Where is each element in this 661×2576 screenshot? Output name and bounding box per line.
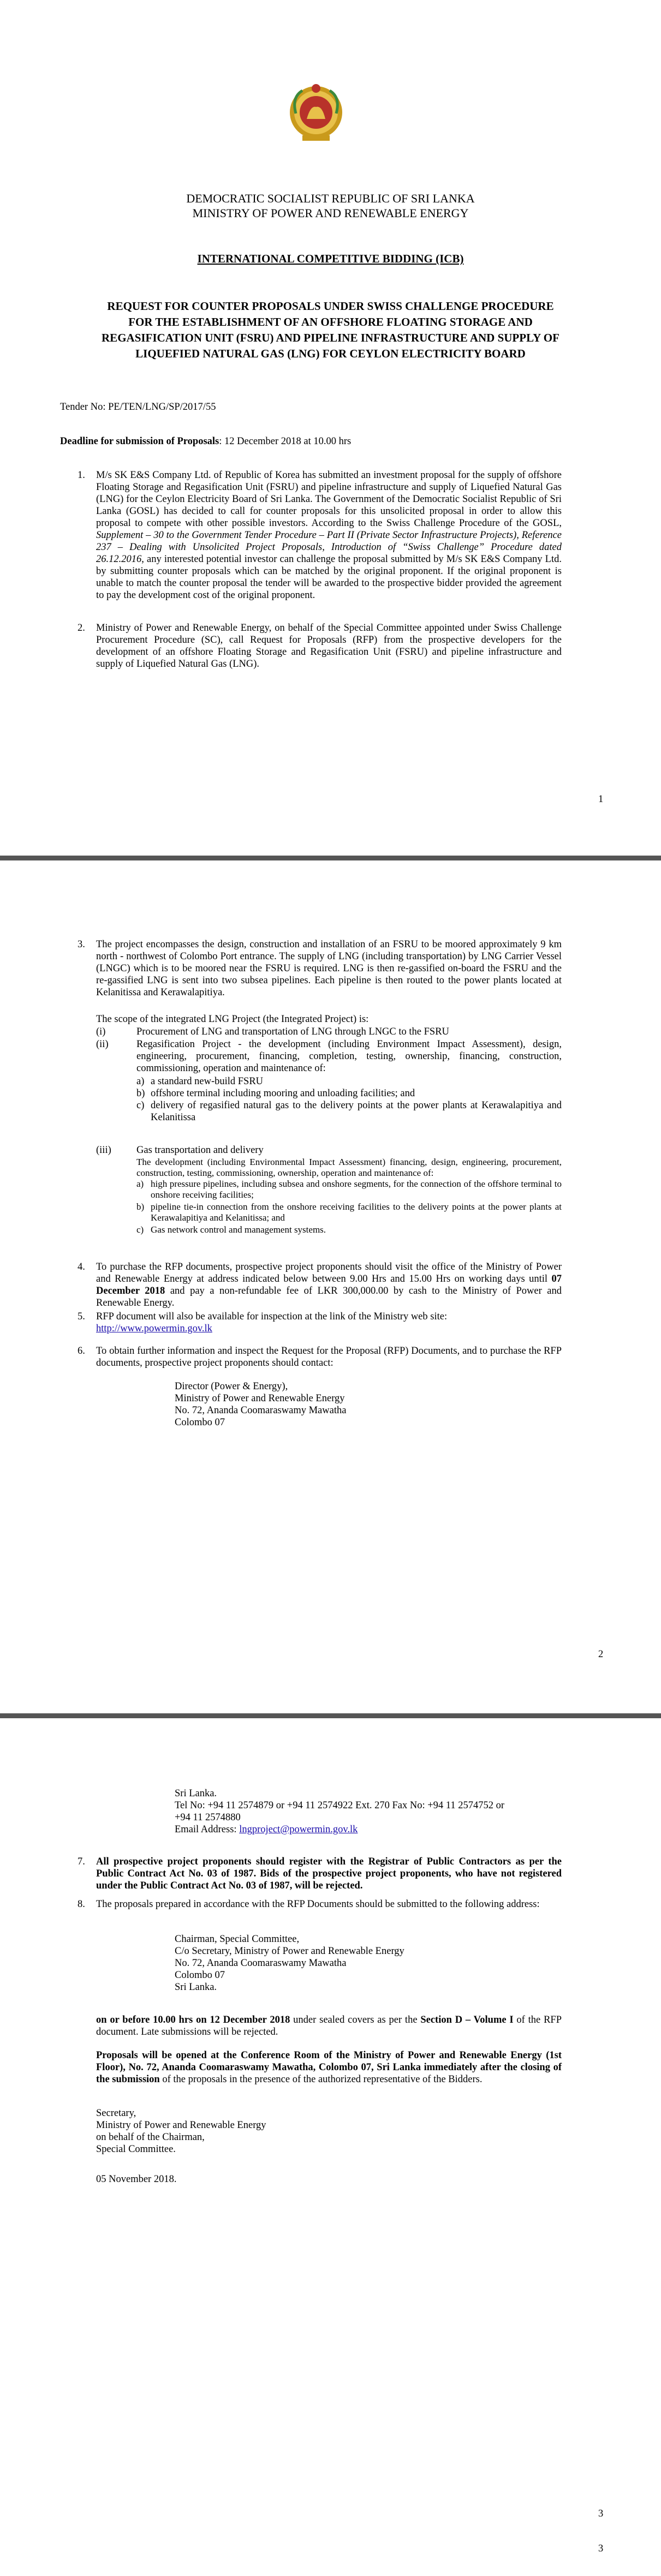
opening-notice-bold: Proposals will be opened at the Conference Room of the Ministry of Power and Renewable Energy (1st Floor), No. 72, Ananda Coomaraswamy Mawatha, Colombo 07, Sri Lanka immediately after the closing of the submission — [96, 2050, 562, 2085]
paragraph-3: The project encompasses the design, construction and installation of an FSRU to be moored approximately 9 km north - northwest of Colombo Port entrance. The supply of LNG (including transportation) by LNG Carrier Vessel (LNGC) which is to be moored near the FSRU is required. LNG is then re-gassified on-board the FSRU and the re-gassified LNG is sent into two subsea pipelines. Each pipeline is then routed to the power plants located at Kelanitissa and Kerawalapitiya. — [96, 939, 562, 998]
paragraph-4 — [96, 1261, 562, 1309]
submission-section-ref: Section D – Volume I — [420, 2015, 514, 2025]
header-line-2: MINISTRY OF POWER AND RENEWABLE ENERGY — [192, 206, 469, 220]
scope-item-2b: offshore terminal including mooring and unloading facilities; and — [151, 1088, 415, 1099]
deadline-label: Deadline for submission of Proposals — [60, 436, 219, 447]
scope-item-3a: high pressure pipelines, including subsea and onshore segments, for the connection of the offshore terminal to onshore receiving facilities; — [151, 1179, 562, 1200]
deadline — [60, 435, 351, 447]
page-3 — [0, 1718, 661, 2576]
sri-lanka-emblem-icon — [286, 81, 346, 146]
scope-item-1: Procurement of LNG and transportation of LNG through LNGC to the FSRU — [136, 1026, 449, 1037]
paragraph-1-text-end: , any interested potential investor can challenge the proposal submitted by M/s SK E&S Company Ltd. by submitting counter proposals which can be matched by the original proponent. If the original proponent is unable to match the counter proposal the tender will be awarded to the prospective bidder provided the agreement to pay the development cost of the original proponent. — [96, 554, 562, 601]
address-line: Director (Power & Energy), — [175, 1381, 288, 1392]
sub-label: c) — [136, 1100, 145, 1111]
sub-label: a) — [136, 1179, 144, 1189]
scope-item-3-title: Gas transportation and delivery — [136, 1145, 264, 1156]
submission-address-line: Colombo 07 — [175, 1970, 225, 1981]
opening-notice — [96, 2049, 562, 2085]
address-line: Sri Lanka. — [175, 1788, 217, 1799]
scope-item-2a: a standard new-build FSRU — [151, 1076, 264, 1087]
item-number: 2. — [78, 623, 85, 633]
item-number: 3. — [78, 939, 85, 950]
page-separator — [0, 1713, 661, 1718]
scope-intro: The scope of the integrated LNG Project (the Integrated Project) is: — [96, 1014, 369, 1025]
page-separator — [0, 856, 661, 860]
paragraph-1 — [96, 469, 562, 601]
page-number: 1 — [598, 794, 604, 805]
page-number: 2 — [598, 1649, 604, 1660]
title-line-4: LIQUEFIED NATURAL GAS (LNG) FOR CEYLON ELECTRICITY BOARD — [135, 347, 526, 360]
deadline-value: : 12 December 2018 at 10.00 hrs — [219, 436, 352, 447]
paragraph-2: Ministry of Power and Renewable Energy, on behalf of the Special Committee appointed under Swiss Challenge Procurement Procedure (SC), call Request for Proposals (RFP) from the prospective developers for the development of an offshore Floating Storage and Regasification Unit (FSRU) and pipeline infrastructure and supply of Liquefied Natural Gas (LNG). — [96, 623, 562, 670]
item-number: 6. — [78, 1346, 85, 1356]
item-number: 5. — [78, 1311, 85, 1322]
scope-num: (i) — [96, 1026, 106, 1037]
scope-item-3c: Gas network control and management systems. — [151, 1224, 326, 1235]
submission-address-line: Chairman, Special Committee, — [175, 1934, 300, 1945]
icb-heading: INTERNATIONAL COMPETITIVE BIDDING (ICB) — [197, 252, 464, 265]
sub-label: a) — [136, 1076, 145, 1087]
address-line: No. 72, Ananda Coomaraswamy Mawatha — [175, 1405, 347, 1416]
paragraph-5-text: RFP document will also be available for inspection at the link of the Ministry web site: — [96, 1311, 448, 1322]
header-line-1: DEMOCRATIC SOCIALIST REPUBLIC OF SRI LANKA — [186, 192, 475, 205]
telephone-line-2: +94 11 2574880 — [175, 1812, 241, 1823]
ministry-website-link[interactable]: http://www.powermin.gov.lk — [96, 1323, 212, 1334]
page-number: 3 — [598, 2543, 604, 2554]
scope-num: (ii) — [96, 1039, 109, 1050]
paragraph-7: All prospective project proponents should register with the Registrar of Public Contractors as per the Public Contract Act No. 03 of 1987. Bids of the prospective project proponents, who have not registered under the Public Contract Act No. 03 of 1987, will be rejected. — [96, 1856, 562, 1891]
item-number: 1. — [78, 470, 85, 481]
sub-label: b) — [136, 1088, 145, 1099]
paragraph-6: To obtain further information and inspect the Request for the Proposal (RFP) Documents, and to purchase the RFP documents, prospective project proponents should contact: — [96, 1346, 562, 1368]
issue-date: 05 November 2018. — [96, 2174, 177, 2185]
paragraph-4-text: To purchase the RFP documents, prospective project proponents should visit the office of the Ministry of Power and Renewable Energy at address indicated below between 9.00 Hrs and 15.00 Hrs on working days until — [96, 1262, 562, 1284]
scope-item-3b: pipeline tie-in connection from the onshore receiving facilities to the delivery points at the power plants at Kerawalapitiya and Kelanitissa; and — [151, 1202, 562, 1223]
submission-deadline-date: on or before 10.00 hrs on 12 December 2018 — [96, 2015, 290, 2025]
submission-address-line: C/o Secretary, Ministry of Power and Renewable Energy — [175, 1946, 404, 1957]
telephone-line: Tel No: +94 11 2574879 or +94 11 2574922 Ext. 270 Fax No: +94 11 2574752 or — [175, 1800, 504, 1811]
item-number: 8. — [78, 1899, 85, 1910]
tender-number: Tender No: PE/TEN/LNG/SP/2017/55 — [60, 402, 216, 413]
paragraph-1-text: M/s SK E&S Company Ltd. of Republic of Korea has submitted an investment proposal for the supply of offshore Floating Storage and Regasification Unit (FSRU) and pipeline infrastructure and supply of Liquefied Natural Gas (LNG) for the Ceylon Electricity Board of Sri Lanka. The Government of the Democratic Socialist Republic of Sri Lanka (GOSL) has decided to call for counter proposals for this unsolicited proposal in order to allow this proposal to compete with other possible investors. According to the Swiss Challenge Procedure of the GOSL, — [96, 470, 562, 529]
page-1 — [0, 0, 661, 856]
submission-deadline-text-end: of the RFP document. Late submissions will be rejected. — [96, 2015, 562, 2037]
email-label: Email Address: — [175, 1824, 240, 1835]
paragraph-8: The proposals prepared in accordance with the RFP Documents should be submitted to the following address: — [96, 1899, 540, 1910]
email-link[interactable]: lngproject@powermin.gov.lk — [239, 1824, 358, 1835]
page-2 — [0, 860, 661, 1713]
signature-line: on behalf of the Chairman, — [96, 2132, 205, 2143]
sub-label: c) — [136, 1224, 144, 1235]
sub-label: b) — [136, 1202, 145, 1212]
signature-line: Ministry of Power and Renewable Energy — [96, 2120, 266, 2131]
paragraph-1-reference: Supplement – 30 to the Government Tender Procedure – Part II (Private Sector Infrastructure Projects), Reference 237 – Dealing with Unsolicited Project Proposals, Introduction of “Swiss Challenge” Procedure dated 26.12.2016 — [96, 530, 562, 565]
submission-deadline — [96, 2014, 562, 2038]
title-line-2: FOR THE ESTABLISHMENT OF AN OFFSHORE FLOATING STORAGE AND — [128, 315, 533, 328]
paragraph-4-date: 07 December 2018 — [96, 1274, 562, 1296]
paragraph-4-text-end: and pay a non-refundable fee of LKR 300,000.00 by cash to the Ministry of Power and Renewable Energy. — [96, 1286, 562, 1308]
submission-address-line: No. 72, Ananda Coomaraswamy Mawatha — [175, 1958, 347, 1969]
scope-item-3: The development (including Environmental Impact Assessment) financing, design, engineering, procurement, construction, testing, commissioning, ownership, operation and maintenance of: — [136, 1157, 562, 1178]
paragraph-5 — [96, 1311, 562, 1335]
submission-deadline-text: under sealed covers as per the — [290, 2015, 421, 2025]
opening-notice-text: of the proposals in the presence of the authorized representative of the Bidders. — [159, 2074, 483, 2085]
title-line-1: REQUEST FOR COUNTER PROPOSALS UNDER SWISS CHALLENGE PROCEDURE — [107, 300, 554, 313]
scope-num: (iii) — [96, 1145, 111, 1156]
scope-item-2c: delivery of regasified natural gas to the delivery points at the power plants at Kerawalapitiya and Kelanitissa — [151, 1100, 562, 1123]
signature-line: Secretary, — [96, 2108, 136, 2119]
address-line: Ministry of Power and Renewable Energy — [175, 1393, 345, 1404]
email-line — [175, 1824, 358, 1836]
item-number: 7. — [78, 1856, 85, 1867]
item-number: 4. — [78, 1262, 85, 1272]
signature-line: Special Committee. — [96, 2144, 176, 2155]
page-number: 3 — [598, 2508, 604, 2519]
scope-item-2: Regasification Project - the development (including Environment Impact Assessment), design, engineering, procurement, financing, completion, testing, ownership, financing, construction, commissioning, operation and maintenance of: — [136, 1039, 562, 1074]
address-line: Colombo 07 — [175, 1417, 225, 1428]
submission-address-line: Sri Lanka. — [175, 1982, 217, 1993]
title-line-3: REGASIFICATION UNIT (FSRU) AND PIPELINE INFRASTRUCTURE AND SUPPLY OF — [102, 331, 559, 344]
